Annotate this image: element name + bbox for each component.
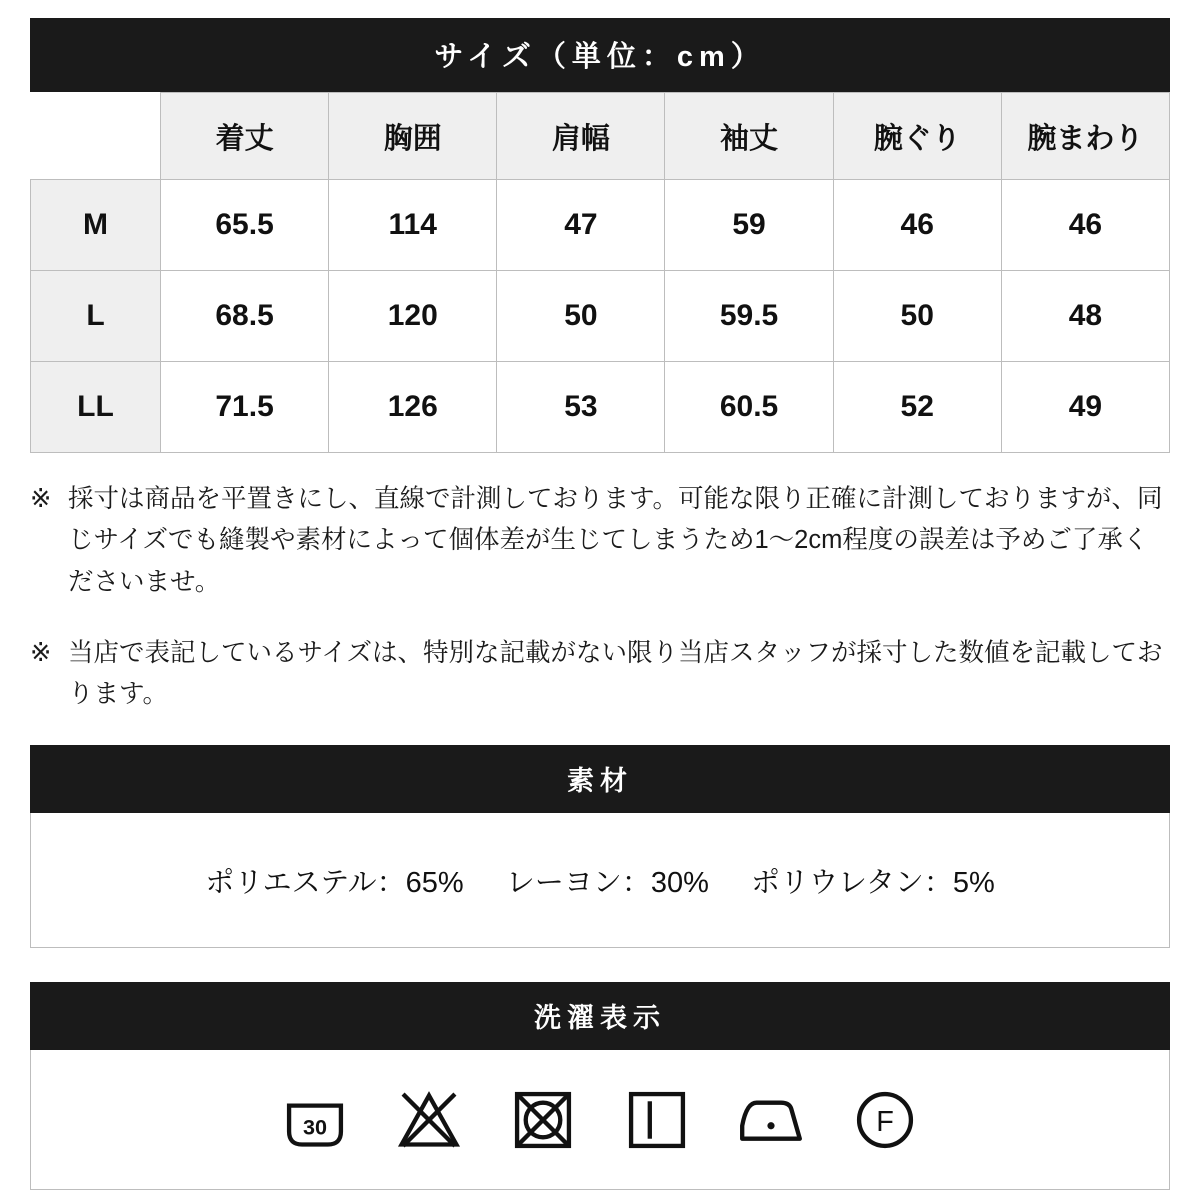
material-panel xyxy=(30,813,1170,948)
cell-armhole: 52 xyxy=(833,362,1001,453)
column-header-armhole: 腕ぐり xyxy=(833,93,1001,180)
cell-arm-circumference: 48 xyxy=(1001,271,1169,362)
cell-arm-circumference: 49 xyxy=(1001,362,1169,453)
material-part-polyester: ポリエステル：65% xyxy=(205,866,464,899)
size-section-title: サイズ（単位：cm） xyxy=(30,18,1170,92)
material-composition xyxy=(205,860,995,901)
table-row xyxy=(31,362,1170,453)
column-header-arm-circumference: 腕まわり xyxy=(1001,93,1169,180)
cell-length: 65.5 xyxy=(161,180,329,271)
column-header-length: 着丈 xyxy=(161,93,329,180)
table-row xyxy=(31,271,1170,362)
cell-chest: 126 xyxy=(329,362,497,453)
column-header-sleeve: 袖丈 xyxy=(665,93,833,180)
cell-armhole: 50 xyxy=(833,271,1001,362)
cell-length: 71.5 xyxy=(161,362,329,453)
care-section-title: 洗濯表示 xyxy=(30,982,1170,1050)
cell-shoulder: 50 xyxy=(497,271,665,362)
cell-chest: 120 xyxy=(329,271,497,362)
cell-sleeve: 59.5 xyxy=(665,271,833,362)
row-header-size: M xyxy=(31,180,161,271)
column-header-chest: 胸囲 xyxy=(329,93,497,180)
cell-shoulder: 47 xyxy=(497,180,665,271)
table-row xyxy=(31,180,1170,271)
material-section xyxy=(30,745,1170,948)
dryclean-f-icon xyxy=(849,1084,921,1156)
cell-sleeve: 60.5 xyxy=(665,362,833,453)
row-header-size: L xyxy=(31,271,161,362)
spacer xyxy=(30,948,1170,982)
material-part-polyurethane: ポリウレタン：5% xyxy=(750,866,995,899)
note-staff-measured xyxy=(30,633,1170,716)
note-text: 採寸は商品を平置きにし、直線で計測しております。可能な限り正確に計測しておりますが、同じサイズでも縫製や素材によって個体差が生じてしまうため1〜2cm程度の誤差は予めご了承くださいませ。 xyxy=(68,485,1163,596)
size-section xyxy=(30,18,1170,453)
material-part-rayon: レーヨン：30% xyxy=(505,866,709,899)
cell-chest: 114 xyxy=(329,180,497,271)
cell-armhole: 46 xyxy=(833,180,1001,271)
cell-shoulder: 53 xyxy=(497,362,665,453)
no-bleach-icon xyxy=(393,1084,465,1156)
note-mark: ※ xyxy=(30,638,52,667)
note-mark: ※ xyxy=(30,485,52,513)
column-header-shoulder: 肩幅 xyxy=(497,93,665,180)
table-corner-cell xyxy=(31,93,161,180)
notes-section xyxy=(30,479,1170,715)
wash-temperature-label: 30 xyxy=(302,1114,328,1140)
cell-sleeve: 59 xyxy=(665,180,833,271)
cell-length: 68.5 xyxy=(161,271,329,362)
cell-arm-circumference: 46 xyxy=(1001,180,1169,271)
note-text: 当店で表記しているサイズは、特別な記載がない限り当店スタッフが採寸した数値を記載しております。 xyxy=(68,638,1163,709)
iron-low-icon xyxy=(735,1084,807,1156)
dryclean-solvent-label: F xyxy=(876,1105,894,1138)
care-symbols-panel xyxy=(30,1050,1170,1190)
no-tumble-dry-icon xyxy=(507,1084,579,1156)
material-section-title: 素材 xyxy=(30,745,1170,813)
note-measurement xyxy=(30,479,1170,603)
care-section xyxy=(30,982,1170,1190)
drip-dry-line-icon xyxy=(621,1084,693,1156)
wash-30-icon xyxy=(279,1084,351,1156)
size-table xyxy=(30,92,1170,453)
table-header-row xyxy=(31,93,1170,180)
row-header-size: LL xyxy=(31,362,161,453)
